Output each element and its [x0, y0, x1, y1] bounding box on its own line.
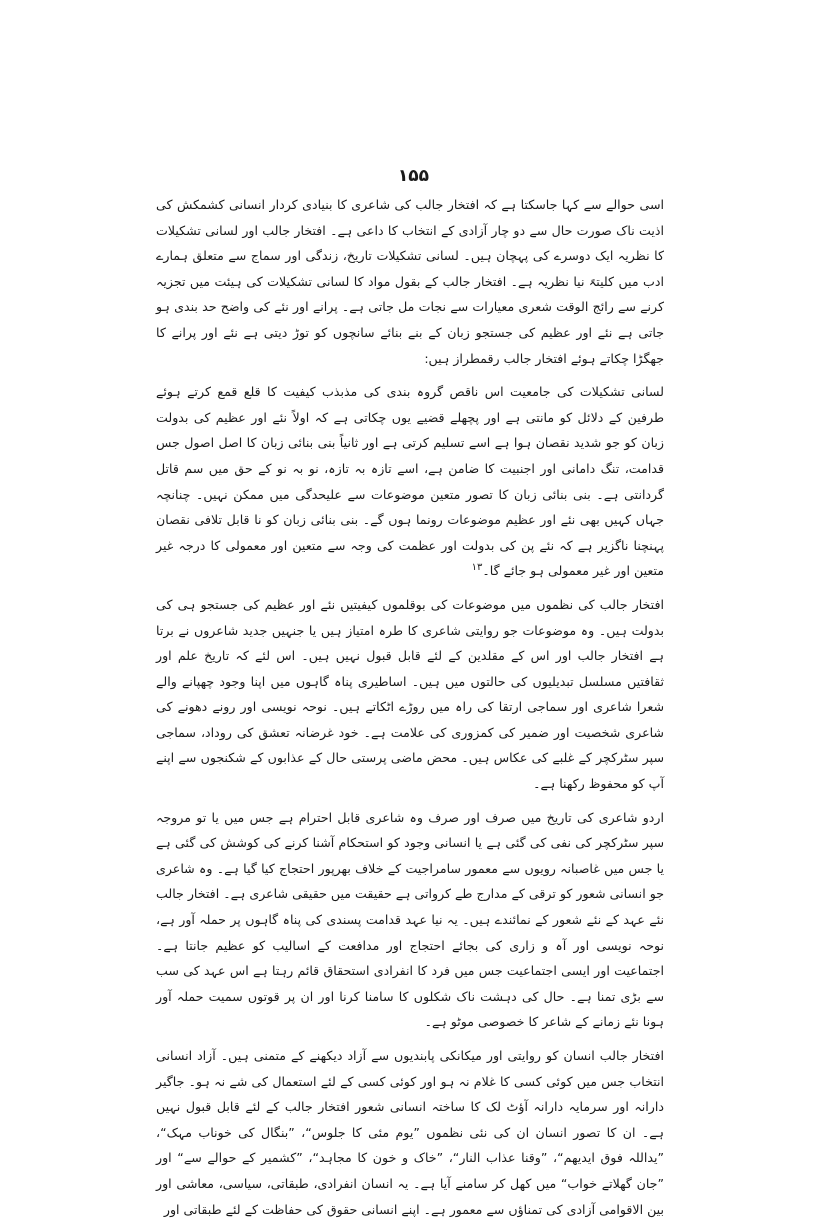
- paragraph: اسی حوالے سے کہا جاسکتا ہے کہ افتخار جالب کی شاعری کا بنیادی کردار انسانی کشمکش کی اذیت ناک صورت حال سے دو چار آزادی کے انتخاب کا داعی ہے۔ افتخار جالب اور لسانی تشکیلات کا نظریہ ایک دوسرے کی پہچان ہیں۔ لسانی تشکیلات تاریخ، زندگی اور سماج سے متعلق ہمارے ادب میں کلیتہً نیا نظریہ ہے۔ افتخار جالب کے بقول مواد کا لسانی تشکیلات کی ہیئت میں تجزیہ کرنے سے رائج الوقت شعری معیارات سے نجات مل جاتی ہے۔ پرانے اور نئے کی واضح حد بندی ہو جاتی ہے نئے اور عظیم کی جستجو زبان کے بنے بنائے سانچوں کو توڑ دیتی ہے نئے اور پرانے کا جھگڑا چکاتے ہوئے افتخار جالب رقمطراز ہیں:: [156, 197, 664, 366]
- paragraph: افتخار جالب انسان کو روایتی اور میکانکی پابندیوں سے آزاد دیکھنے کے متمنی ہیں۔ آزاد انسانی انتخاب جس میں کوئی کسی کا غلام نہ ہو اور کوئی کسی کے لئے استعمال کی شے نہ ہو۔ جاگیر دارانہ اور سرمایہ دارانہ آؤٹ لک کا ساختہ انسانی شعور افتخار جالب کے لئے قابل قبول نہیں ہے۔ ان کا تصور انسان ان کی نئی نظموں ”یوم مئی کا جلوس“، ”بنگال کی خوناب مہک“، ”یداللہ فوق ایدیھم“، ”وقنا عذاب النار“، ”خاک و خون کا مجاہد“، ”کشمیر کے حوالے سے“ اور ”جان گھلاتے خواب“ میں کھل کر سامنے آیا ہے۔ یہ انسان انفرادی، طبقاتی، سیاسی، معاشی اور بین الاقوامی آزادی کی تمناؤں سے معمور ہے۔ اپنے انسانی حقوق کی حفاظت کے لئے طبقاتی اور: [156, 1048, 664, 1217]
- page-number: ۱۵۵: [397, 166, 430, 186]
- paragraph: اردو شاعری کی تاریخ میں صرف اور صرف وہ شاعری قابل احترام ہے جس میں یا تو مروجہ سپر سٹرکچر کی نفی کی گئی ہے یا انسانی وجود کو استحکام آشنا کرنے کی کوشش کی گئی ہے یا جس میں غاصبانہ رویوں سے معمور سامراجیت کے خلاف بھرپور احتجاج کیا گیا ہے۔ وہ شاعری جو انسانی شعور کو ترقی کے مدارج طے کرواتی ہے حقیقت میں حقیقی شاعری ہے۔ افتخار جالب نئے عہد کے نئے شعور کے نمائندے ہیں۔ یہ نیا عہد قدامت پسندی کی پناہ گاہوں پر حملہ آور ہے، نوحہ نویسی اور آہ و زاری کی بجائے احتجاج اور مدافعت کے اسالیب کو عظیم جانتا ہے۔ اجتماعیت اور ایسی اجتماعیت جس میں فرد کا انفرادی استحقاق قائم رہتا ہے اس عہد کی سب سے بڑی تمنا ہے۔ حال کی دہشت ناک شکلوں کا سامنا کرنا اور ان پر قوتوں سمیت حملہ آور ہونا نئے زمانے کے شاعر کا خصوصی موٹو ہے۔: [156, 809, 664, 1030]
- block-quote: [156, 379, 664, 584]
- quote-text: لسانی تشکیلات کی جامعیت اس ناقص گروہ بندی کی مذبذب کیفیت کا قلع قمع کرتے ہوئے طرفین کے دلائل کو مانتی ہے اور پچھلے قضیے یوں چکاتی ہے کہ اولاً نئے اور عظیم کی بدولت زبان کو جو شدید نقصان ہوا ہے اسے تسلیم کرتی ہے اور ثانیاً بنی بنائی زبان کا اصل اصول جس قدامت، تنگ دامانی اور اجنبیت کا ضامن ہے، اسے تازہ بہ تازہ، نو بہ نو کے حق میں سم قاتل گردانتی ہے۔ بنی بنائی زبان کا تصور متعین موضوعات سے علیحدگی میں ممکن نہیں۔ چنانچہ جہاں کہیں بھی نئے اور عظیم موضوعات رونما ہوں گے۔ بنی بنائی زبان کو نا قابل تلافی نقصان پہنچنا ناگزیر ہے کہ نئے پن کی بدولت اور عظمت کی وجہ سے متعین اور معمولی کا درجہ غیر متعین اور غیر معمولی ہو جائے گا۔: [156, 384, 664, 579]
- footnote-reference: ۱۳: [471, 562, 483, 574]
- page-body: [156, 192, 664, 1222]
- paragraph: افتخار جالب کی نظموں میں موضوعات کی بوقلموں کیفیتیں نئے اور عظیم کی جستجو ہی کی بدولت ہیں۔ وہ موضوعات جو روایتی شاعری کا طرہ امتیاز ہیں یا جنہیں جدید شاعروں نے برتا ہے افتخار جالب اور اس کے مقلدین کے لئے قابل قبول نہیں ہیں۔ اس لئے کہ تاریخ علم اور ثقافتیں مسلسل تبدیلیوں کی حالتوں میں ہیں۔ اساطیری پناہ گاہوں میں اپنا وجود چھپانے والے شعرا شاعری اور سماجی ارتقا کی راہ میں روڑے اٹکاتے ہیں۔ نوحہ نویسی اور رونے دھونے کی شاعری شخصیت اور ضمیر کی کمزوری کی علامت ہے۔ خود غرضانہ تعشق کی روداد، سماجی سپر سٹرکچر کے غلبے کی عکاس ہیں۔ محض ماضی پرستی حال کے عذابوں کے شکنجوں سے اپنے آپ کو محفوظ رکھنا ہے۔: [156, 596, 664, 792]
